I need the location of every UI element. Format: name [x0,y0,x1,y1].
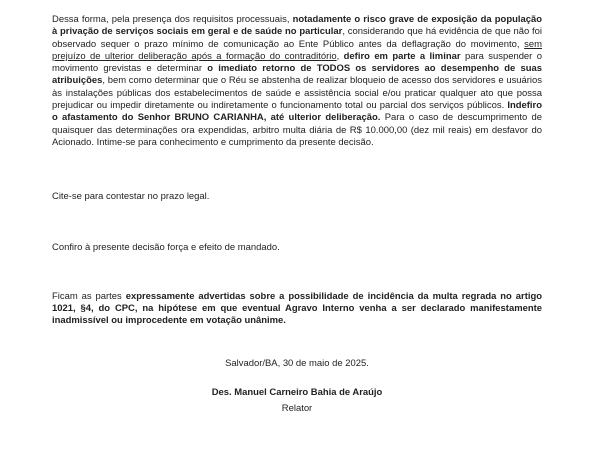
decision-text-3: , [336,50,344,62]
decision-text-4: para suspender o movimento grevistas e determinar [52,50,543,75]
confirm-paragraph: Confiro à presente decisão força e efeito de mandado. [52,241,280,253]
decision-paragraph [52,14,542,149]
decision-emphasis-risk: notadamente o risco grave de exposição da população à privação de serviços sociais em geral e de saúde no particular [52,14,542,38]
signer-name: Des. Manuel Carneiro Bahia de Araújo [211,387,383,399]
warning-text-1: Ficam as partes [52,290,126,302]
cite-paragraph: Cite-se para contestar no prazo legal. [52,191,210,203]
decision-emphasis-return: o imediato retorno de TODOS os servidores ao desempenho de suas atribuições [52,63,542,87]
closing-date: Salvador/BA, 30 de maio de 2025. [225,357,369,369]
decision-text-1: Dessa forma, pela presença dos requisitos processuais, [52,14,293,25]
decision-emphasis-grant: defiro em parte a liminar [343,50,461,62]
decision-emphasis-deny: Indefiro o afastamento do Senhor BRUNO CARIANHA, até ulterior deliberação. [52,100,542,124]
decision-text-5: , bem como determinar que o Réu se abstenha de realizar bloqueio de acesso dos servidores e usuários às instalações públicas dos estabelecimentos de saúde e assistência social e/ou praticar qualquer ato que possa prejudicar ou impedir diretamente ou indiretamente o funcionamento total ou parcial dos serviços públicos. [52,75,542,112]
warning-paragraph [52,291,542,328]
warning-emphasis: expressamente advertidas sobre a possibilidade de incidência da multa regrada no artigo 1021, §4, do CPC, na hipótese em que eventual Agravo Interno venha a ser declarado manifestamente inadmissível ou improcedente em votação unânime. [52,290,542,327]
decision-underlined-reservation: sem prejuízo de ulterior deliberação após a formação do contraditório [52,38,542,62]
decision-text-6: Para o caso de descumprimento de quaisquer das determinações ora expendidas, arbitro multa diária de R$ 10.000,00 (dez mil reais) em desfavor do Acionado. Intime-se para conhecimento e cumprimento da presente decisão. [52,112,542,148]
document-page [52,14,542,416]
signer-role: Relator [281,403,313,415]
decision-text-2: , considerando que há evidência de que não foi observado sequer o prazo mínimo de comunicação ao Ente Público antes da deflagração do movimento, [52,26,542,50]
